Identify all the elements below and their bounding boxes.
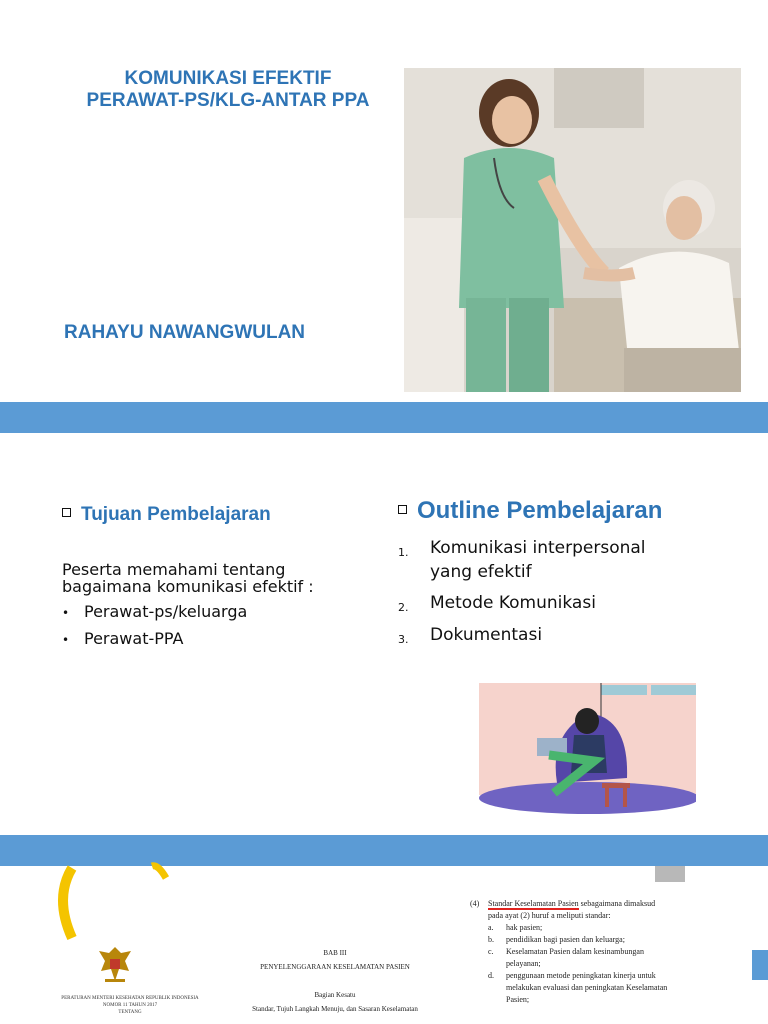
tujuan-heading [62,504,271,526]
clause-number: (4) [470,899,480,908]
title-line-1: KOMUNIKASI EFEKTIF [124,68,332,89]
bullet-item [62,629,183,648]
slide-divider-band [0,402,768,433]
outline-number: 3. [398,633,409,646]
title-line-2: PERAWAT-PS/KLG-ANTAR PPA [86,90,370,111]
clause-text: sebagaimana dimaksud [578,899,656,908]
item-text: penggunaan metode peningkatan kinerja untuk [506,971,656,980]
checkbox-bullet-icon [62,508,71,517]
yellow-arc-decoration [52,858,112,938]
outline-item [398,591,596,620]
item-label: b. [488,935,494,944]
regulation-line: NOMOR 11 TAHUN 2017 [102,1003,158,1008]
underlined-term: Standar Keselamatan Pasien [488,899,579,908]
bullet-item [62,602,247,621]
outline-text-cont: yang efektif [430,562,532,582]
yellow-arc-decoration [150,862,170,880]
outline-text: Dokumentasi [430,625,543,645]
outline-heading [398,497,662,525]
item-text: pendidikan bagi pasien dan keluarga; [506,935,625,944]
garuda-emblem-icon [95,943,135,985]
item-label: d. [488,971,494,980]
chapter-title: PENYELENGGARAAN KESELAMATAN PASIEN [260,963,410,971]
standard-item [470,970,725,982]
bullet-text: Perawat-PPA [84,629,184,648]
bullet-text: Perawat-ps/keluarga [84,602,248,621]
item-text-cont: pelayanan; [506,959,541,968]
outline-item [398,536,646,584]
presentation-title [58,68,398,112]
person-laptop-illustration [479,683,696,814]
grey-tab-decoration [655,866,685,882]
outline-item [398,623,542,652]
item-text-cont: melakukan evaluasi dan peningkatan Keselamatan [506,983,668,992]
outline-heading-text: Outline Pembelajaran [417,497,663,524]
desc-line-1: Peserta memahami tentang [62,560,286,579]
section-title: Bagian Kesatu [314,991,356,999]
checkbox-bullet-icon [398,505,407,514]
standard-item [470,946,725,958]
learning-objective-description [62,561,362,595]
chapter-block [250,948,420,1014]
author-name: RAHAYU NAWANGWULAN [64,322,306,343]
bullet-dot-icon: • [62,606,70,620]
standard-item [470,934,725,946]
patient-safety-standards [470,898,725,1006]
item-text: Keselamatan Pasien dalam kesinambungan [506,947,644,956]
desc-line-2: bagaimana komunikasi efektif : [62,577,314,596]
regulation-title [40,995,220,1016]
item-label: c. [488,947,494,956]
tujuan-heading-text: Tujuan Pembelajaran [81,504,271,525]
regulation-line: PERATURAN MENTERI KESEHATAN REPUBLIK INDONESIA [61,996,199,1001]
clause-text: pada ayat (2) huruf a meliputi standar: [488,911,611,920]
blue-tab-decoration [752,950,768,980]
outline-number: 1. [398,546,409,559]
section-subtitle: Standar, Tujuh Langkah Menuju, dan Sasaran Keselamatan [252,1005,418,1013]
chapter-number: BAB III [323,949,347,957]
bullet-dot-icon: • [62,633,70,647]
standard-item [470,922,725,934]
outline-number: 2. [398,601,409,614]
outline-text: Komunikasi interpersonal [430,538,646,558]
nurse-patient-photo [404,68,741,392]
item-text-cont: Pasien; [506,995,530,1004]
item-text: hak pasien; [506,923,543,932]
item-label: a. [488,923,494,932]
regulation-line: TENTANG [118,1010,142,1015]
outline-text: Metode Komunikasi [430,593,596,613]
